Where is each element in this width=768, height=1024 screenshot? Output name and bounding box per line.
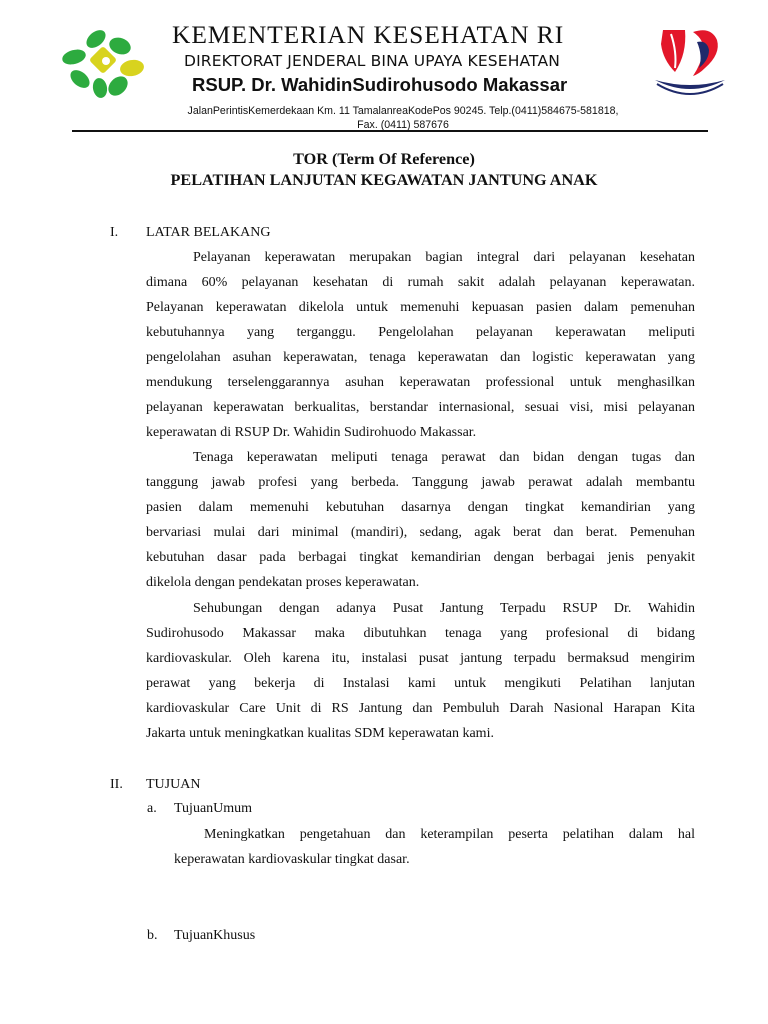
- paragraph-line: keperawatan di RSUP Dr. Wahidin Sudirohuodo Makassar.: [146, 425, 477, 440]
- paragraph-line: kardiovaskular. Oleh karena itu, instalasi pusat jantung terpadu bermaksud mengirim: [146, 651, 695, 666]
- document-subtitle: PELATIHAN LANJUTAN KEGAWATAN JANTUNG ANAK: [170, 171, 598, 189]
- item-a-letter: a.: [147, 801, 157, 816]
- paragraph-line: Meningkatkan pengetahuan dan keterampilan peserta pelatihan dalam hal: [204, 827, 695, 842]
- item-b-letter: b.: [147, 928, 158, 943]
- paragraph-line: kebutuhan dasar pada berbagai tingkat kemandirian dengan berbagai jenis penyakit: [146, 550, 695, 565]
- paragraph-line: kebutuhannya yang terganggu. Pengelolahan pelayanan keperawatan meliputi: [146, 325, 695, 340]
- paragraph-line: Tenaga keperawatan meliputi tenaga perawat dan bidan dengan tugas dan: [193, 450, 695, 465]
- ministry-name: KEMENTERIAN KESEHATAN RI: [172, 20, 565, 49]
- section-2-heading: TUJUAN: [146, 777, 201, 792]
- ministry-logo: [60, 24, 150, 100]
- paragraph-line: kardiovaskular Care Unit di RS Jantung dan Pembuluh Darah Nasional Harapan Kita: [146, 701, 695, 716]
- paragraph-line: Pelayanan keperawatan merupakan bagian integral dari pelayanan kesehatan: [193, 250, 695, 265]
- address-line-2: Fax. (0411) 587676: [357, 119, 449, 131]
- item-b-label: TujuanKhusus: [174, 928, 256, 943]
- paragraph-line: pengelolahan asuhan keperawatan, tenaga keperawatan dan logistic keperawatan yang: [146, 350, 695, 365]
- item-a-label: TujuanUmum: [174, 801, 253, 816]
- hospital-logo: [653, 24, 727, 100]
- paragraph-line: dikelola dengan pendekatan proses keperawatan.: [146, 575, 420, 590]
- paragraph-line: tanggung jawab profesi yang berbeda. Tanggung jawab perawat adalah membantu: [146, 475, 695, 490]
- address-line-1: JalanPerintisKemerdekaan Km. 11 TamalanreaKodePos 90245. Telp.(0411)584675-581818,: [187, 105, 619, 117]
- paragraph-line: Sehubungan dengan adanya Pusat Jantung Terpadu RSUP Dr. Wahidin: [193, 601, 695, 616]
- paragraph-line: bervariasi mulai dari minimal (mandiri), sedang, agak berat dan berat. Pemenuhan: [146, 525, 695, 540]
- section-1-heading: LATAR BELAKANG: [146, 225, 271, 240]
- paragraph-line: keperawatan kardiovaskular tingkat dasar.: [174, 852, 410, 867]
- paragraph-line: Pelayanan keperawatan dikelola untuk memenuhi kepuasan pasien dalam pemenuhan: [146, 300, 695, 315]
- section-2-number: II.: [110, 777, 123, 792]
- directorate-name: DIREKTORAT JENDERAL BINA UPAYA KESEHATAN: [184, 52, 560, 70]
- paragraph-line: mendukung terselenggarannya asuhan keperawatan professional untuk menghasilkan: [146, 375, 695, 390]
- letterhead-divider: [72, 130, 708, 132]
- document-title: TOR (Term Of Reference): [293, 150, 475, 168]
- hospital-name: RSUP. Dr. WahidinSudirohusodo Makassar: [192, 74, 568, 95]
- paragraph-line: perawat yang bekerja di Instalasi kami untuk mengikuti Pelatihan lanjutan: [146, 676, 695, 691]
- paragraph-line: Sudirohusodo Makassar maka dibutuhkan tenaga yang profesional di bidang: [146, 626, 695, 641]
- section-1-number: I.: [110, 225, 119, 240]
- paragraph-line: pelayanan keperawatan berkualitas, berstandar internasional, sesuai visi, misi pelayanan: [146, 400, 695, 415]
- paragraph-line: dimana 60% pelayanan kesehatan di rumah sakit adalah pelayanan keperawatan.: [146, 275, 695, 290]
- paragraph-line: Jakarta untuk meningkatkan kualitas SDM keperawatan kami.: [146, 726, 494, 741]
- hospital-address: [160, 104, 646, 132]
- paragraph-line: pasien dalam memenuhi kebutuhan dasarnya dengan tingkat kemandirian yang: [146, 500, 695, 515]
